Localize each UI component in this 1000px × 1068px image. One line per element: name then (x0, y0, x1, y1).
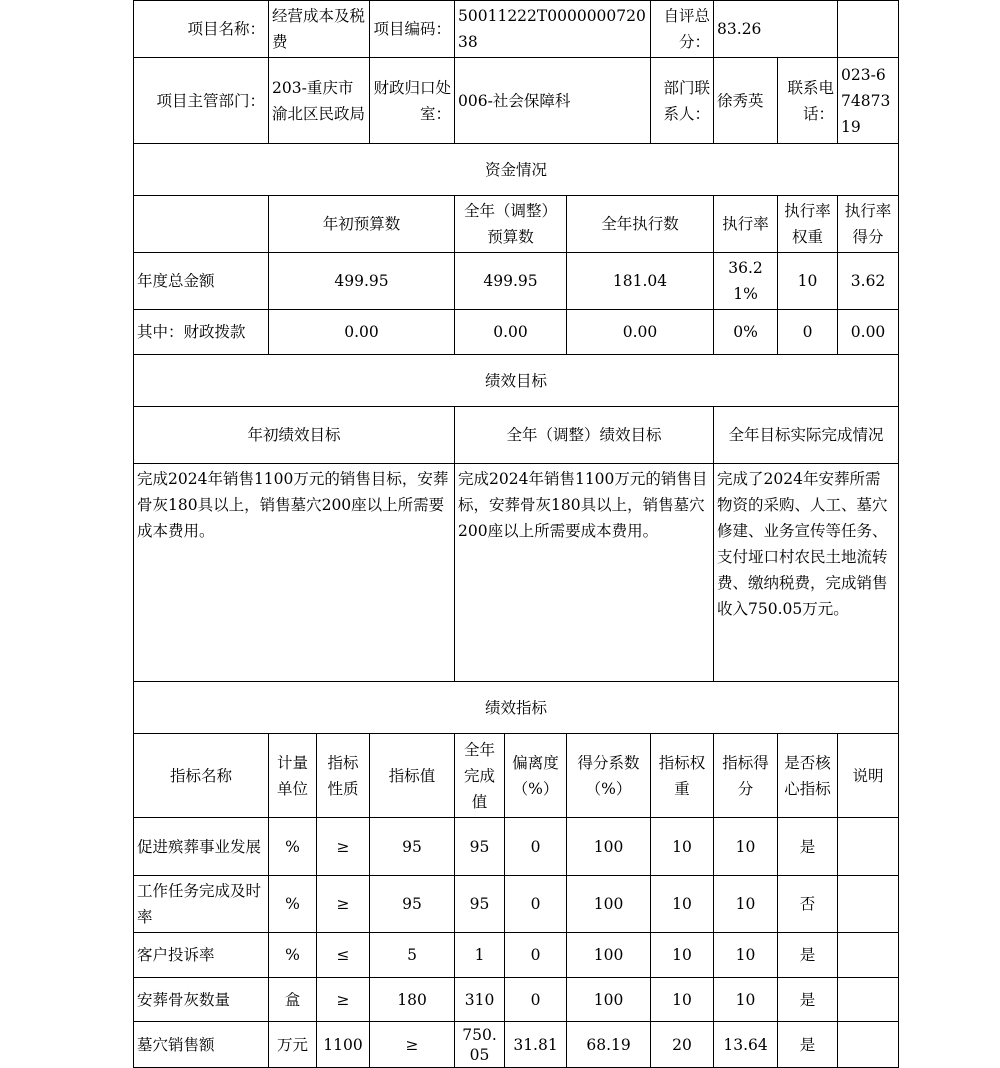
funds-cell: 0.00 (567, 310, 714, 355)
funds-cell: 10 (778, 253, 838, 310)
ind-nature: ≤ (317, 933, 370, 978)
ind-col-core: 是否核心指标 (778, 734, 838, 818)
office-label: 财政归口处室： (370, 58, 455, 144)
ind-weight: 20 (651, 1022, 714, 1068)
ind-coef: 100 (567, 933, 651, 978)
ind-actual: 310 (455, 978, 505, 1022)
ind-unit: % (269, 818, 317, 876)
funds-header-blank (134, 196, 269, 253)
funds-cell: 499.95 (269, 253, 455, 310)
ind-col-target: 指标值 (370, 734, 455, 818)
ind-nature: ≥ (317, 818, 370, 876)
ind-col-name: 指标名称 (134, 734, 269, 818)
ind-note (838, 818, 899, 876)
ind-core: 是 (778, 1022, 838, 1068)
ind-target: ≥ (370, 1022, 455, 1068)
ind-coef: 100 (567, 876, 651, 933)
ind-core: 是 (778, 818, 838, 876)
ind-name: 墓穴销售额 (134, 1022, 269, 1068)
ind-col-note: 说明 (838, 734, 899, 818)
blank-cell (838, 1, 899, 58)
ind-deviation: 0 (505, 933, 567, 978)
funds-cell: 0% (714, 310, 778, 355)
funds-cell: 499.95 (455, 253, 567, 310)
ind-unit: 万元 (269, 1022, 317, 1068)
funds-col-score: 执行率得分 (838, 196, 899, 253)
ind-deviation: 0 (505, 818, 567, 876)
ind-score: 10 (714, 818, 778, 876)
funds-cell: 0.00 (838, 310, 899, 355)
funds-section-title: 资金情况 (134, 144, 899, 196)
ind-actual: 750.05 (455, 1022, 505, 1068)
performance-table (133, 0, 899, 1068)
funds-cell: 181.04 (567, 253, 714, 310)
ind-name: 促进殡葬事业发展 (134, 818, 269, 876)
ind-unit: % (269, 876, 317, 933)
ind-deviation: 0 (505, 978, 567, 1022)
ind-note (838, 876, 899, 933)
ind-col-unit: 计量单位 (269, 734, 317, 818)
ind-weight: 10 (651, 978, 714, 1022)
ind-unit: % (269, 933, 317, 978)
ind-actual: 95 (455, 818, 505, 876)
funds-cell: 0.00 (455, 310, 567, 355)
project-name-value: 经营成本及税费 (269, 1, 370, 58)
ind-score: 10 (714, 978, 778, 1022)
ind-score: 10 (714, 876, 778, 933)
ind-core: 否 (778, 876, 838, 933)
dept-value: 203-重庆市渝北区民政局 (269, 58, 370, 144)
ind-score: 13.64 (714, 1022, 778, 1068)
ind-actual: 1 (455, 933, 505, 978)
funds-col-adjusted: 全年（调整）预算数 (455, 196, 567, 253)
ind-col-deviation: 偏离度（%） (505, 734, 567, 818)
table-row (134, 933, 899, 978)
self-score-label: 自评总分： (651, 1, 714, 58)
goals-col-initial: 年初绩效目标 (134, 407, 455, 464)
funds-row-label: 年度总金额 (134, 253, 269, 310)
goals-adjusted-text: 完成2024年销售1100万元的销售目标，安葬骨灰180具以上，销售墓穴200座以上所需要成本费用。 (455, 464, 714, 682)
contact-value: 徐秀英 (714, 58, 778, 144)
indicators-section-title: 绩效指标 (134, 682, 899, 734)
ind-weight: 10 (651, 818, 714, 876)
ind-name: 工作任务完成及时率 (134, 876, 269, 933)
phone-value: 023-67487319 (838, 58, 899, 144)
funds-cell: 36.21% (714, 253, 778, 310)
dept-label: 项目主管部门： (134, 58, 269, 144)
ind-core: 是 (778, 978, 838, 1022)
ind-weight: 10 (651, 933, 714, 978)
goals-actual-text: 完成了2024年安葬所需物资的采购、人工、墓穴修建、业务宣传等任务、支付垭口村农民土地流转费、缴纳税费，完成销售收入750.05万元。 (714, 464, 899, 682)
ind-col-coef: 得分系数（%） (567, 734, 651, 818)
project-code-value: 50011222T000000072038 (455, 1, 651, 58)
ind-coef: 100 (567, 978, 651, 1022)
ind-nature: ≥ (317, 876, 370, 933)
ind-note (838, 978, 899, 1022)
ind-note (838, 933, 899, 978)
funds-cell: 0 (778, 310, 838, 355)
ind-name: 客户投诉率 (134, 933, 269, 978)
goals-col-adjusted: 全年（调整）绩效目标 (455, 407, 714, 464)
phone-label: 联系电话： (778, 58, 838, 144)
ind-target: 95 (370, 876, 455, 933)
funds-cell: 3.62 (838, 253, 899, 310)
funds-col-rate: 执行率 (714, 196, 778, 253)
ind-weight: 10 (651, 876, 714, 933)
ind-unit: 盒 (269, 978, 317, 1022)
ind-core: 是 (778, 933, 838, 978)
ind-target: 180 (370, 978, 455, 1022)
ind-col-score: 指标得分 (714, 734, 778, 818)
funds-row-label: 其中：财政拨款 (134, 310, 269, 355)
ind-name: 安葬骨灰数量 (134, 978, 269, 1022)
table-row (134, 253, 899, 310)
ind-deviation: 0 (505, 876, 567, 933)
goals-col-actual: 全年目标实际完成情况 (714, 407, 899, 464)
ind-actual: 95 (455, 876, 505, 933)
ind-target: 5 (370, 933, 455, 978)
goals-section-title: 绩效目标 (134, 355, 899, 407)
table-row (134, 310, 899, 355)
ind-coef: 100 (567, 818, 651, 876)
goals-initial-text: 完成2024年销售1100万元的销售目标，安葬骨灰180具以上，销售墓穴200座以上所需要成本费用。 (134, 464, 455, 682)
self-score-value: 83.26 (714, 1, 838, 58)
funds-col-weight: 执行率权重 (778, 196, 838, 253)
funds-cell: 0.00 (269, 310, 455, 355)
ind-nature: ≥ (317, 978, 370, 1022)
ind-coef: 68.19 (567, 1022, 651, 1068)
funds-col-executed: 全年执行数 (567, 196, 714, 253)
contact-label: 部门联系人： (651, 58, 714, 144)
ind-target: 95 (370, 818, 455, 876)
table-row (134, 876, 899, 933)
project-code-label: 项目编码： (370, 1, 455, 58)
funds-col-initial: 年初预算数 (269, 196, 455, 253)
ind-col-weight: 指标权重 (651, 734, 714, 818)
ind-nature: 1100 (317, 1022, 370, 1068)
office-value: 006-社会保障科 (455, 58, 651, 144)
ind-deviation: 31.81 (505, 1022, 567, 1068)
ind-col-actual: 全年完成值 (455, 734, 505, 818)
ind-score: 10 (714, 933, 778, 978)
table-row (134, 818, 899, 876)
project-name-label: 项目名称： (134, 1, 269, 58)
table-row (134, 978, 899, 1022)
ind-col-nature: 指标性质 (317, 734, 370, 818)
